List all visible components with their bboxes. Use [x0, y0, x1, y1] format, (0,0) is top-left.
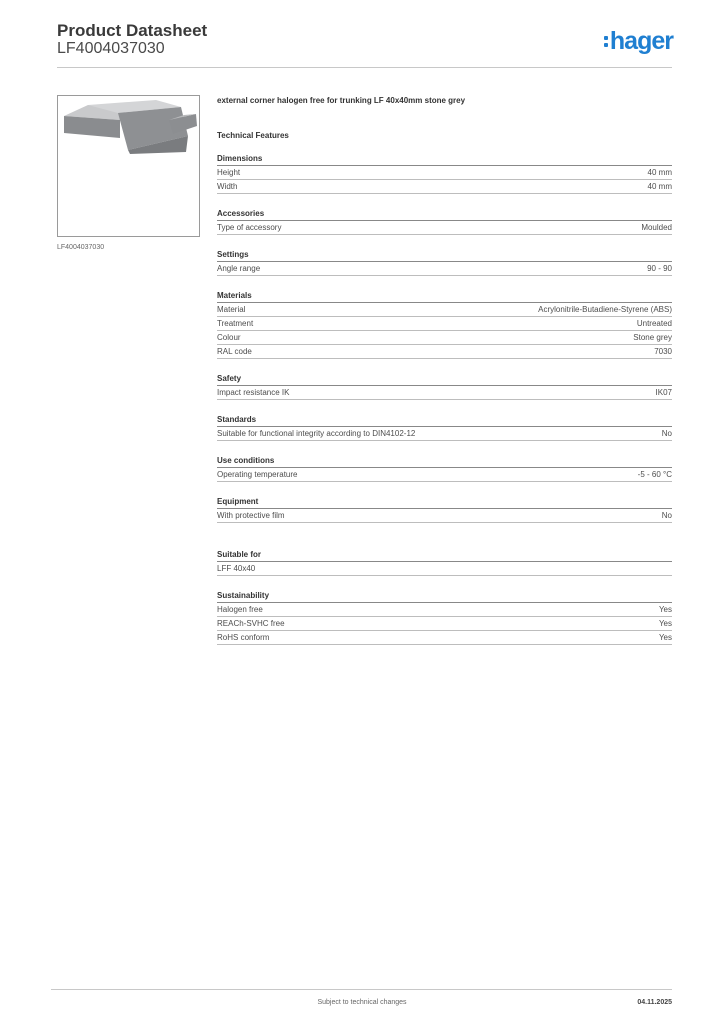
spec-row [217, 345, 672, 359]
spec-value: Moulded [641, 223, 672, 232]
logo-dots [604, 36, 608, 47]
section-use-conditions [217, 456, 672, 482]
technical-features [217, 96, 672, 645]
spec-label: Operating temperature [217, 470, 298, 479]
spec-value: 90 - 90 [647, 264, 672, 273]
spec-row [217, 180, 672, 194]
spec-label: Treatment [217, 319, 254, 328]
spec-label: Width [217, 182, 238, 191]
spec-label: RAL code [217, 347, 252, 356]
section-sustainability [217, 591, 672, 645]
spec-label: Material [217, 305, 246, 314]
section-title: Use conditions [217, 456, 672, 468]
spec-label: Halogen free [217, 605, 263, 614]
section-title: Equipment [217, 497, 672, 509]
technical-features-title: Technical Features [217, 131, 289, 140]
section-title: Sustainability [217, 591, 672, 603]
footer-date: 04.11.2025 [637, 999, 672, 1006]
spec-row [217, 386, 672, 400]
spec-row [217, 631, 672, 645]
spec-row [217, 317, 672, 331]
spec-row [217, 468, 672, 482]
spec-label: RoHS conform [217, 633, 270, 642]
section-suitable-for [217, 550, 672, 576]
section-title: Materials [217, 291, 672, 303]
header-divider [57, 67, 672, 68]
hager-logo [604, 28, 673, 54]
section-title: Settings [217, 250, 672, 262]
spec-label: Impact resistance IK [217, 388, 290, 397]
section-materials [217, 291, 672, 359]
section-settings [217, 250, 672, 276]
spec-row [217, 262, 672, 276]
spec-label: REACh-SVHC free [217, 619, 285, 628]
spec-row [217, 617, 672, 631]
section-equipment [217, 497, 672, 523]
spec-value: 7030 [654, 347, 672, 356]
logo-text: hager [609, 27, 673, 55]
section-standards [217, 415, 672, 441]
section-safety [217, 374, 672, 400]
spec-value: Untreated [636, 319, 672, 328]
section-accessories [217, 209, 672, 235]
section-dimensions [217, 154, 672, 194]
spec-value: Yes [658, 633, 672, 642]
spec-row [217, 303, 672, 317]
section-title: Standards [217, 415, 672, 427]
product-description: external corner halogen free for trunking LF 40x40mm stone grey [217, 96, 466, 105]
spec-value: Yes [658, 619, 672, 628]
spec-label: LFF 40x40 [217, 564, 256, 573]
spec-value: IK07 [655, 388, 672, 397]
spec-row [217, 427, 672, 441]
spec-row [217, 221, 672, 235]
header-reference: LF4004037030 [57, 40, 165, 57]
section-title: Safety [217, 374, 672, 386]
spec-label: Height [217, 168, 241, 177]
spec-value: No [661, 511, 672, 520]
product-image [57, 95, 200, 237]
spec-label: With protective film [217, 511, 285, 520]
footer-divider [51, 989, 672, 990]
spec-row [217, 331, 672, 345]
spec-value: Acrylonitrile-Butadiene-Styrene (ABS) [538, 305, 672, 314]
spec-label: Suitable for functional integrity according to DIN4102-12 [217, 429, 416, 438]
header-title: Product Datasheet [57, 21, 208, 40]
spec-label: Colour [217, 333, 241, 342]
section-title: Dimensions [217, 154, 672, 166]
spec-value: 40 mm [647, 182, 672, 191]
spec-label: Angle range [217, 264, 261, 273]
spec-value: -5 - 60 °C [637, 470, 672, 479]
spec-row [217, 603, 672, 617]
spec-label: Type of accessory [217, 223, 282, 232]
spec-row [217, 562, 672, 576]
corner-piece-illustration [58, 96, 199, 236]
section-title: Suitable for [217, 550, 672, 562]
footer-note: Subject to technical changes [317, 999, 407, 1006]
section-title: Accessories [217, 209, 672, 221]
spec-value: Stone grey [633, 333, 672, 342]
spec-row [217, 166, 672, 180]
image-caption: LF4004037030 [57, 244, 105, 251]
spec-value: No [661, 429, 672, 438]
spec-row [217, 509, 672, 523]
spec-value: 40 mm [647, 168, 672, 177]
spec-value: Yes [658, 605, 672, 614]
